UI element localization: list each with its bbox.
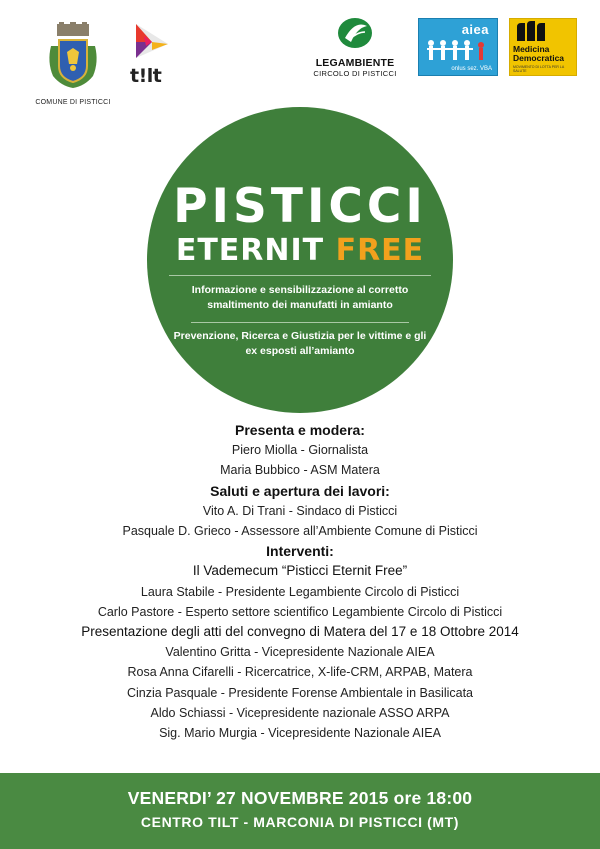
program-item: Carlo Pastore - Esperto settore scientifico Legambiente Circolo di Pisticci — [97, 604, 503, 619]
tilt-triangle-icon — [130, 22, 170, 62]
hands-icon — [513, 21, 553, 43]
tilt-logo — [130, 22, 180, 87]
hero-circle — [147, 107, 453, 413]
program-item: Cinzia Pasquale - Presidente Forense Ambientale in Basilicata — [126, 685, 474, 700]
program-item: Valentino Gritta - Vicepresidente Nazionale AIEA — [165, 645, 435, 660]
aiea-logo — [418, 18, 498, 76]
program-item: Laura Stabile - Presidente Legambiente Circolo di Pisticci — [140, 584, 460, 599]
aiea-title: aiea — [461, 22, 489, 37]
hero-subtitle-free: FREE — [335, 233, 425, 268]
program-item: Aldo Schiassi - Vicepresidente nazionale ASSO ARPA — [150, 705, 450, 720]
program-item: Vito A. Di Trani - Sindaco di Pisticci — [202, 503, 398, 518]
medicina-democratica-logo — [509, 18, 577, 76]
hero-paragraph-info: Informazione e sensibilizzazione al corretto smaltimento dei manufatti in amianto — [191, 284, 409, 311]
event-footer — [0, 773, 600, 849]
program-item: Rosa Anna Cifarelli - Ricercatrice, X-life-CRM, ARPAB, Matera — [127, 665, 473, 680]
tilt-wordmark: t!lt — [130, 65, 162, 87]
legambiente-leaf-icon — [335, 16, 375, 50]
comune-logo — [28, 22, 118, 106]
divider — [169, 275, 431, 276]
program-item: Il Vademecum “Pisticci Eternit Free” — [192, 563, 408, 579]
hero-subtitle — [147, 233, 453, 268]
medicina-name: Medicina Democratica — [513, 44, 565, 63]
section-heading: Saluti e apertura dei lavori: — [210, 482, 390, 499]
section-heading: Presenta e modera: — [235, 422, 365, 438]
legambiente-logo — [305, 16, 405, 78]
comune-caption: COMUNE DI PISTICCI — [35, 99, 111, 106]
medicina-sub: MOVIMENTO DI LOTTA PER LA SALUTE — [513, 65, 565, 73]
logo-bar — [0, 0, 600, 110]
hero-paragraph-prevention: Prevenzione, Ricerca e Giustizia per le vittime e gli ex esposti all’amianto — [173, 330, 427, 357]
program-item: Pasquale D. Grieco - Assessore all’Ambiente Comune di Pisticci — [122, 524, 478, 539]
program-item: Sig. Mario Murgia - Vicepresidente Nazionale AIEA — [159, 726, 441, 741]
coat-of-arms-icon — [43, 22, 103, 92]
aiea-sub: onlus sez. VBA — [451, 66, 492, 72]
hero-title: PISTICCI — [173, 179, 427, 234]
hero-subtitle-eternit: ETERNIT — [175, 233, 325, 268]
legambiente-sub: CIRCOLO DI PISTICCI — [313, 69, 397, 78]
event-location: CENTRO TILT - MARCONIA DI PISTICCI (MT) — [140, 814, 460, 830]
legambiente-name: LEGAMBIENTE — [315, 57, 395, 69]
program-item: Presentazione degli atti del convegno di Matera del 17 e 18 Ottobre 2014 — [81, 624, 519, 640]
divider — [191, 322, 409, 323]
people-chain-icon — [423, 37, 493, 67]
program-list — [0, 420, 600, 743]
event-date: VENERDI’ 27 NOVEMBRE 2015 ore 18:00 — [127, 788, 473, 808]
program-item: Maria Bubbico - ASM Matera — [220, 463, 380, 478]
section-heading: Interventi: — [266, 543, 334, 560]
program-item: Piero Miolla - Giornalista — [231, 443, 369, 458]
